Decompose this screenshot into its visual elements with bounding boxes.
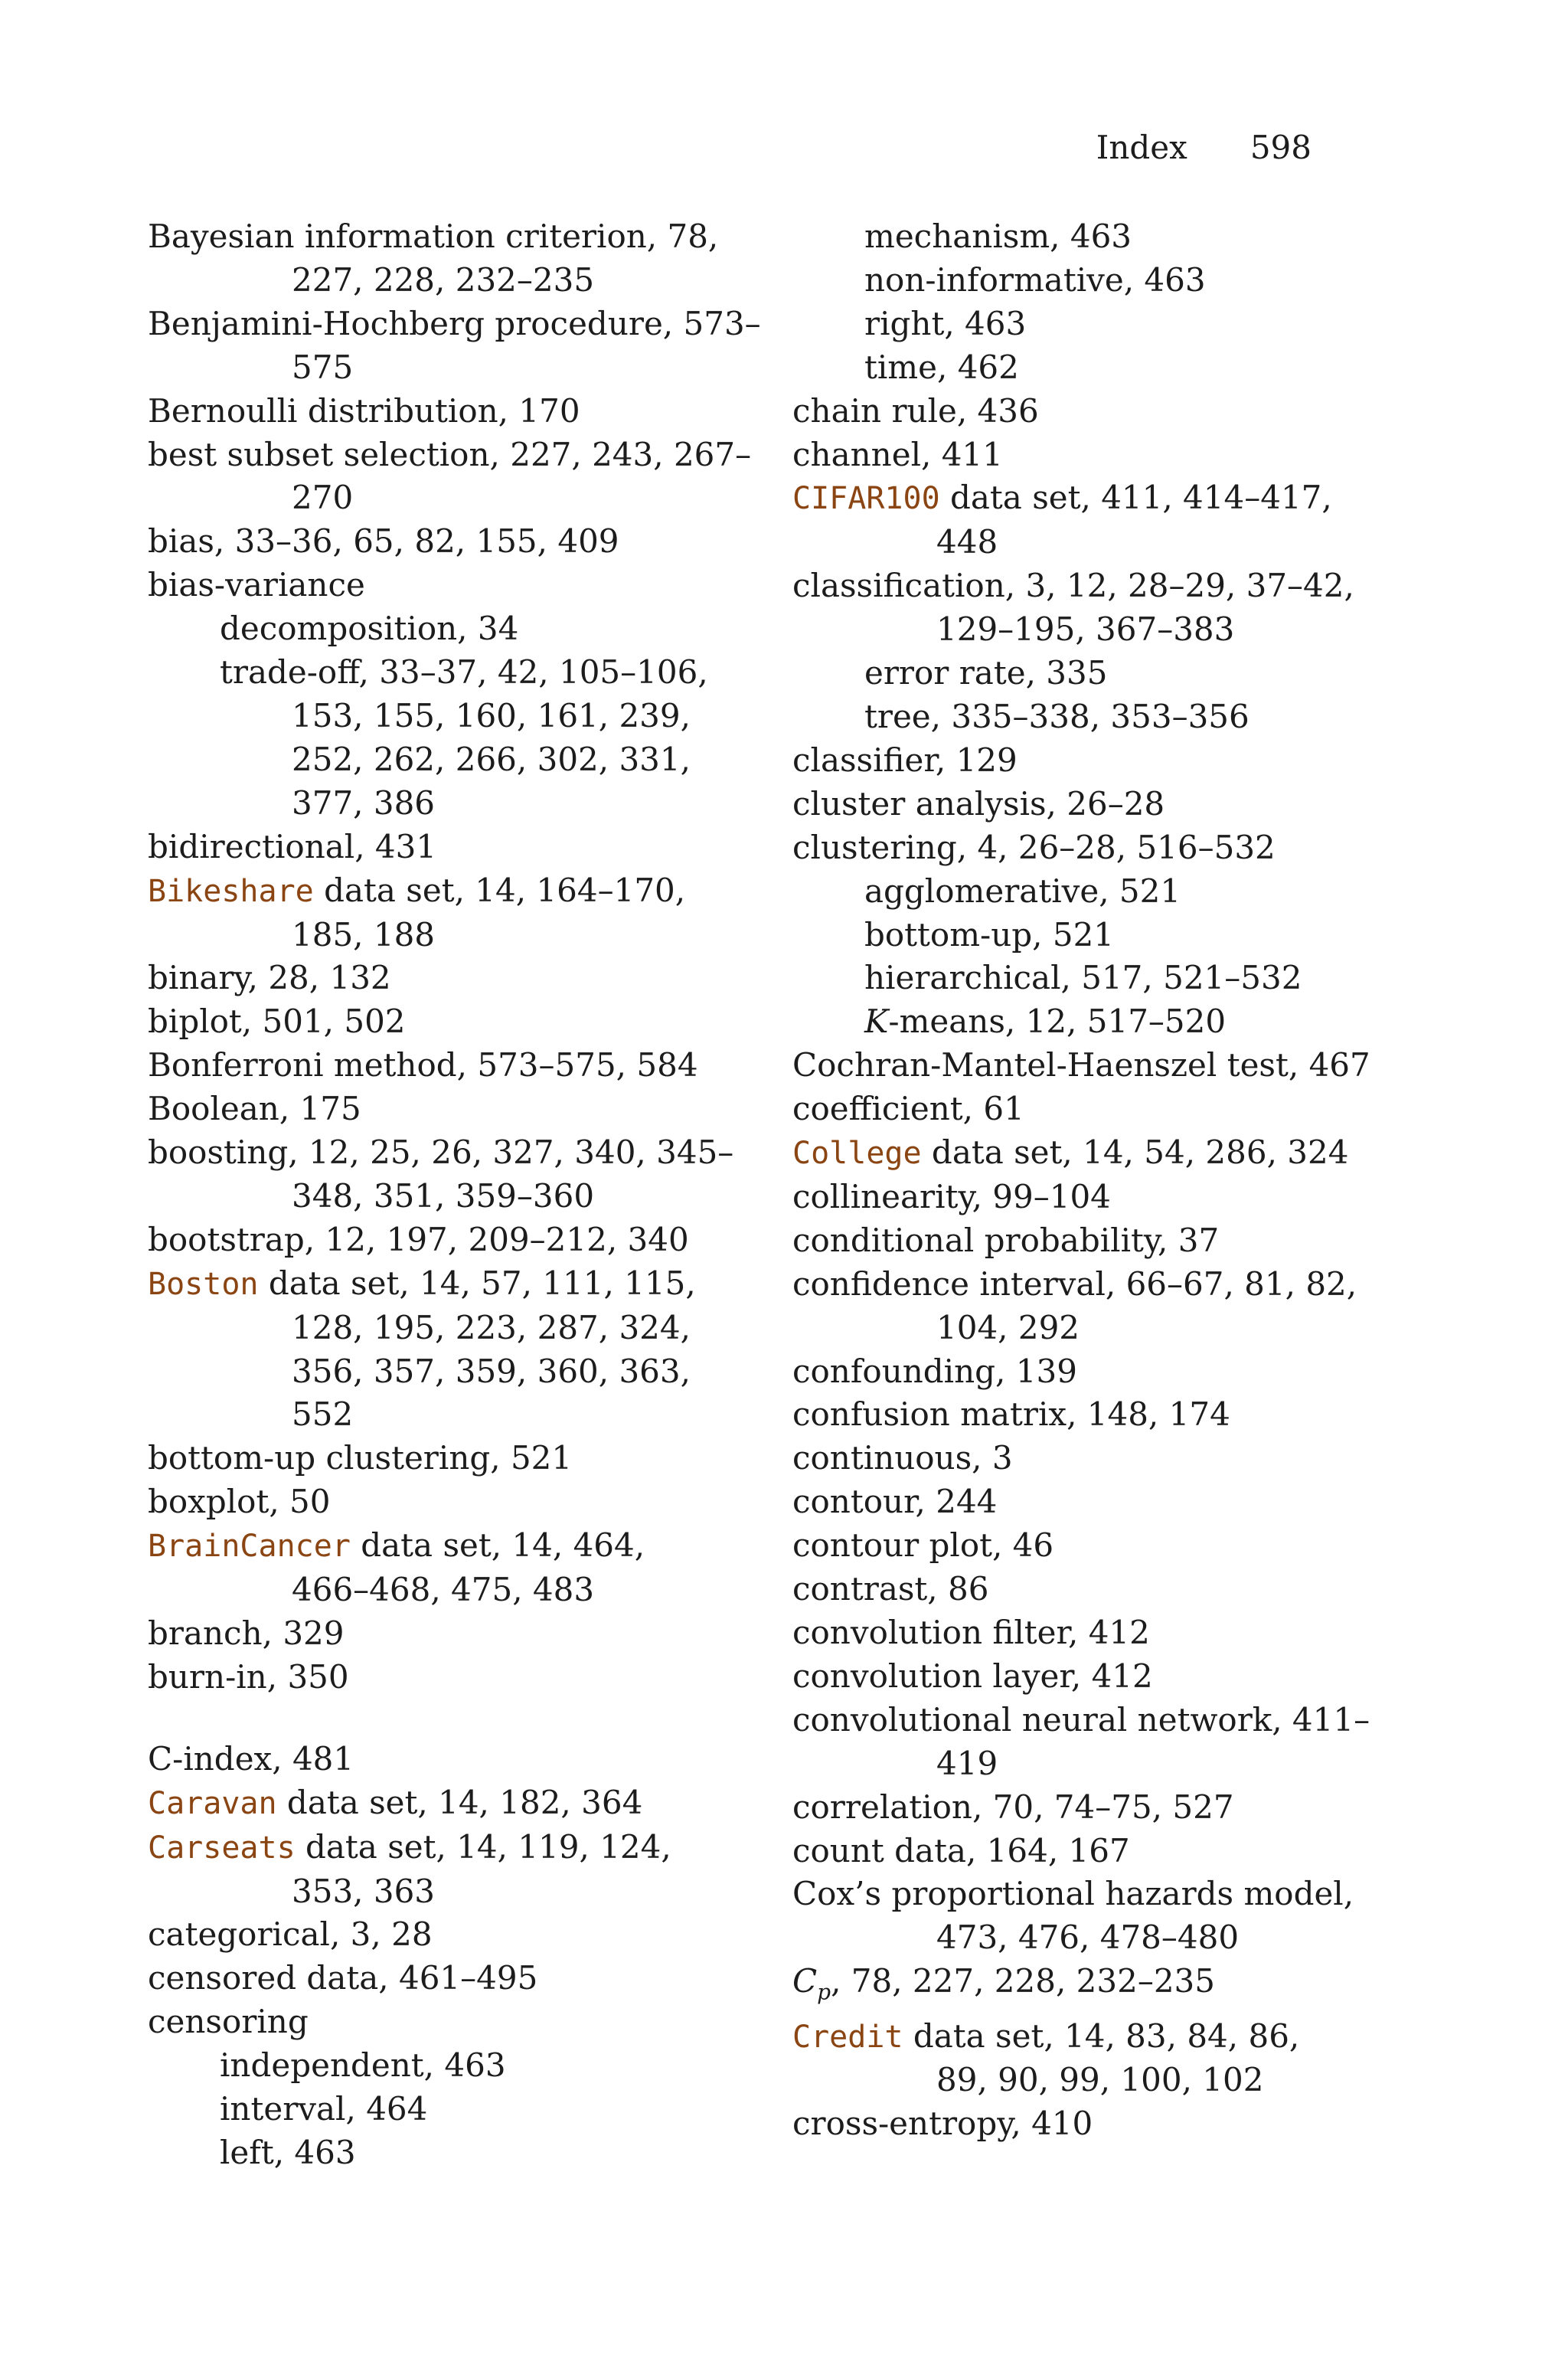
index-column-right — [792, 215, 1370, 2146]
index-entry-text: Boolean, 175 — [148, 1090, 361, 1128]
index-entry — [792, 1699, 1370, 1786]
index-entry-text: agglomerative, 521 — [864, 872, 1181, 910]
index-entry-line — [792, 1131, 1349, 1176]
index-entry-text: branch, 329 — [148, 1614, 345, 1652]
index-entry-text: 252, 262, 266, 302, 331, — [292, 740, 691, 778]
index-entry-text: convolutional neural network, 411– — [792, 1700, 1370, 1739]
index-subentry — [792, 1000, 1344, 1044]
index-entry-text: 466–468, 475, 483 — [292, 1571, 595, 1609]
index-entry — [148, 1218, 699, 1262]
index-entry-text: continuous, 3 — [792, 1439, 1013, 1477]
index-entry-text: binary, 28, 132 — [148, 959, 391, 997]
dataset-name: College — [792, 1136, 922, 1172]
index-entry — [148, 1612, 699, 1656]
index-entry-text: decomposition, 34 — [220, 610, 519, 648]
index-subentry — [148, 607, 699, 651]
dataset-name: CIFAR100 — [792, 481, 940, 517]
running-head — [1096, 129, 1312, 167]
index-entry-line — [792, 1350, 1344, 1394]
index-entry-text: 353, 363 — [292, 1872, 436, 1910]
index-entry-line — [148, 2000, 699, 2044]
index-entry — [148, 303, 761, 390]
index-entry-continuation — [148, 1175, 699, 1218]
index-entry-text: boosting, 12, 25, 26, 327, 340, 345– — [148, 1133, 734, 1172]
index-entry-text: contour, 244 — [792, 1483, 998, 1521]
index-entry — [148, 1913, 699, 1957]
index-entry-text: 227, 228, 232–235 — [292, 260, 595, 299]
index-entry-text: interval, 464 — [220, 2090, 428, 2128]
index-entry-line — [148, 303, 761, 346]
index-entry-line — [220, 2044, 699, 2088]
index-entry — [148, 1262, 699, 1438]
index-entry — [792, 739, 1344, 783]
index-entry — [148, 1480, 699, 1524]
index-entry-line — [864, 695, 1344, 739]
index-entry-text: channel, 411 — [792, 435, 1003, 473]
index-entry-line — [864, 215, 1344, 259]
index-entry-line — [148, 215, 719, 259]
index-entry — [792, 1611, 1344, 1655]
index-entry-continuation — [792, 608, 1344, 652]
index-entry-text: collinearity, 99–104 — [792, 1177, 1111, 1215]
index-entry-text: 575 — [292, 348, 354, 386]
index-entry-line — [148, 1826, 699, 1870]
index-entry-text: 185, 188 — [292, 915, 436, 953]
index-entry-text: data set, 14, 83, 84, 86, — [903, 2017, 1300, 2055]
index-entry — [792, 1131, 1349, 1176]
index-subentry — [792, 215, 1344, 259]
index-entry-line — [792, 739, 1344, 783]
index-entry-text: 448 — [936, 523, 998, 561]
index-entry-line — [148, 1437, 699, 1480]
index-entry-line — [792, 1699, 1370, 1742]
index-entry-text: censoring — [148, 2003, 309, 2041]
index-entry — [792, 1873, 1354, 1960]
index-entry-continuation — [148, 1350, 699, 1394]
index-subentry — [148, 2044, 699, 2088]
index-entry-text: 104, 292 — [936, 1308, 1080, 1346]
index-entry — [792, 826, 1344, 870]
index-entry-continuation — [148, 259, 699, 303]
index-entry-text: mechanism, 463 — [864, 218, 1132, 255]
index-entry-line — [148, 520, 699, 564]
dataset-name: Caravan — [148, 1785, 277, 1821]
index-entry-line — [792, 826, 1344, 870]
index-entry-line — [792, 1655, 1344, 1699]
letter-group-gap — [148, 1699, 699, 1738]
dataset-name: Carseats — [148, 1830, 296, 1866]
index-entry-line — [148, 1781, 699, 1826]
index-entry — [792, 433, 1344, 477]
index-entry-text: 128, 195, 223, 287, 324, — [292, 1308, 691, 1346]
index-entry-text: contour plot, 46 — [792, 1526, 1054, 1565]
index-entry — [792, 564, 1354, 652]
index-entry-line — [792, 476, 1344, 521]
index-entry — [792, 1219, 1344, 1263]
index-entry — [148, 1826, 699, 1914]
math-symbol: K — [864, 1003, 889, 1041]
index-entry-text: convolution layer, 412 — [792, 1657, 1153, 1695]
index-entry — [792, 1524, 1344, 1568]
index-entry-text: contrast, 86 — [792, 1570, 989, 1608]
index-entry-continuation — [220, 782, 699, 826]
index-entry — [148, 215, 719, 303]
index-entry-line — [220, 2088, 699, 2131]
index-entry-text: 348, 351, 359–360 — [292, 1176, 595, 1215]
index-entry — [148, 2000, 699, 2044]
index-subentry — [792, 870, 1344, 914]
index-entry-line — [792, 2102, 1344, 2146]
index-entry-text: cluster analysis, 26–28 — [792, 784, 1165, 823]
index-entry — [792, 1830, 1344, 1873]
index-entry-line — [792, 1568, 1344, 1611]
index-entry-text: -means, 12, 517–520 — [888, 1003, 1227, 1041]
index-entry-line — [220, 651, 708, 695]
index-entry-line — [148, 390, 699, 433]
index-entry — [792, 1088, 1344, 1131]
index-entry-line — [792, 1263, 1357, 1307]
index-entry-text: , 78, 227, 228, 232–235 — [831, 1962, 1215, 2000]
index-entry-text: chain rule, 436 — [792, 391, 1039, 430]
index-entry — [148, 1957, 699, 2000]
index-entry-text: convolution filter, 412 — [792, 1614, 1150, 1651]
index-entry-text: best subset selection, 227, 243, 267– — [148, 435, 752, 473]
index-entry — [148, 826, 699, 869]
index-entry-text: bottom-up, 521 — [864, 915, 1115, 953]
index-entry — [148, 390, 699, 433]
index-entry-line — [792, 1873, 1354, 1916]
index-entry-text: correlation, 70, 74–75, 527 — [792, 1788, 1234, 1826]
index-entry — [148, 1000, 699, 1044]
dataset-name: BrainCancer — [148, 1529, 351, 1565]
index-entry — [148, 1044, 699, 1088]
index-entry-text: hierarchical, 517, 521–532 — [864, 959, 1302, 997]
index-entry-line — [148, 1656, 699, 1699]
index-entry-text: trade-off, 33–37, 42, 105–106, — [220, 653, 708, 692]
index-entry-text: count data, 164, 167 — [792, 1831, 1130, 1869]
index-entry-text: Benjamini-Hochberg procedure, 573– — [148, 304, 761, 342]
index-entry-line — [864, 957, 1344, 1000]
index-entry-text: burn-in, 350 — [148, 1657, 349, 1696]
index-subentry — [792, 303, 1344, 346]
index-entry-continuation — [220, 738, 699, 782]
index-entry — [792, 1480, 1344, 1524]
index-entry-line — [792, 1611, 1344, 1655]
index-entry — [148, 869, 699, 957]
page-number: 598 — [1250, 129, 1312, 166]
index-entry-text: 270 — [292, 479, 354, 517]
index-entry-text: Cox’s proportional hazards model, — [792, 1875, 1354, 1913]
index-entry-line — [148, 564, 699, 607]
index-subentry — [792, 914, 1344, 957]
index-entry-line — [148, 1000, 699, 1044]
index-entry-line — [148, 869, 699, 914]
index-subentry — [792, 259, 1344, 303]
index-entry-line — [148, 1738, 699, 1781]
index-entry-text: bootstrap, 12, 197, 209–212, 340 — [148, 1220, 689, 1258]
index-entry-line — [148, 1044, 699, 1088]
index-entry-continuation — [792, 1916, 1344, 1960]
index-entry — [792, 1044, 1370, 1088]
index-entry-line — [792, 1437, 1344, 1480]
index-entry-text: categorical, 3, 28 — [148, 1915, 433, 1954]
index-entry-line — [148, 1480, 699, 1524]
index-entry-line — [792, 783, 1344, 826]
index-entry-text: data set, 14, 464, — [350, 1526, 645, 1565]
index-entry-text: data set, 14, 119, 124, — [295, 1827, 671, 1866]
index-entry-line — [148, 957, 699, 1000]
index-entry — [148, 957, 699, 1000]
index-entry-text: 419 — [936, 1744, 998, 1782]
index-entry — [148, 1524, 699, 1612]
index-entry — [792, 1350, 1344, 1394]
index-entry-continuation — [148, 1870, 699, 1914]
index-entry-line — [792, 2015, 1344, 2059]
index-entry-text: 377, 386 — [292, 783, 436, 822]
index-entry-text: bias-variance — [148, 566, 365, 604]
index-entry-line — [792, 1176, 1344, 1219]
index-entry-line — [148, 1218, 699, 1262]
index-entry-text: Bonferroni method, 573–575, 584 — [148, 1046, 698, 1084]
index-entry-text: censored data, 461–495 — [148, 1959, 538, 1997]
index-entry-text: non-informative, 463 — [864, 260, 1206, 299]
index-entry — [792, 1655, 1344, 1699]
dataset-name: Bikeshare — [148, 873, 314, 909]
index-entry-text: left, 463 — [220, 2133, 356, 2171]
index-subentry — [792, 957, 1344, 1000]
index-entry — [792, 2015, 1344, 2103]
index-entry-text: data set, 411, 414–417, — [939, 479, 1332, 517]
index-entry-text: confidence interval, 66–67, 81, 82, — [792, 1264, 1357, 1303]
index-entry-text: data set, 14, 182, 364 — [276, 1783, 643, 1821]
index-column-left — [148, 215, 761, 2175]
index-entry-text: classification, 3, 12, 28–29, 37–42, — [792, 567, 1354, 605]
index-entry-line — [148, 1524, 699, 1568]
index-entry-text: bottom-up clustering, 521 — [148, 1439, 573, 1477]
index-entry-text: cross-entropy, 410 — [792, 2105, 1093, 2143]
index-entry-text: Bayesian information criterion, 78, — [148, 218, 719, 255]
index-subentry — [792, 695, 1344, 739]
index-entry-text: clustering, 4, 26–28, 516–532 — [792, 828, 1276, 866]
index-entry-text: data set, 14, 164–170, — [313, 871, 686, 909]
dataset-name: Credit — [792, 2019, 903, 2055]
index-subentry — [148, 2131, 699, 2175]
running-head-title: Index — [1096, 129, 1187, 166]
index-entry-continuation — [220, 695, 699, 738]
index-entry-line — [792, 1044, 1370, 1088]
index-entry — [148, 433, 752, 521]
index-entry — [792, 1176, 1344, 1219]
index-subentry — [148, 651, 708, 826]
index-entry-text: classifier, 129 — [792, 741, 1018, 779]
index-entry — [148, 564, 699, 607]
index-entry-text: conditional probability, 37 — [792, 1221, 1220, 1259]
index-entry-text: bidirectional, 431 — [148, 827, 437, 865]
math-symbol: $C_p$ — [792, 1962, 831, 2005]
index-entry-line — [148, 1913, 699, 1957]
index-entry — [148, 520, 699, 564]
index-entry-continuation — [792, 2059, 1344, 2102]
index-subentry — [792, 652, 1344, 695]
index-entry-line — [864, 652, 1344, 695]
index-entry-text: 356, 357, 359, 360, 363, — [292, 1352, 691, 1390]
index-entry-line — [864, 346, 1344, 390]
index-entry-text: data set, 14, 54, 286, 324 — [921, 1133, 1349, 1172]
index-entry-text: bias, 33–36, 65, 82, 155, 409 — [148, 522, 619, 561]
index-entry-continuation — [792, 1742, 1344, 1786]
index-entry-line — [864, 870, 1344, 914]
index-entry — [148, 1656, 699, 1699]
index-entry — [792, 1568, 1344, 1611]
dataset-name: Boston — [148, 1266, 259, 1302]
index-entry — [792, 1960, 1344, 2014]
index-entry-continuation — [148, 346, 699, 390]
index-entry — [792, 1437, 1344, 1480]
index-entry-line — [792, 1786, 1344, 1830]
index-entry-line — [792, 1219, 1344, 1263]
index-entry-line — [148, 826, 699, 869]
index-entry-continuation — [792, 1307, 1344, 1350]
index-entry-line — [148, 1612, 699, 1656]
index-entry-text: C-index, 481 — [148, 1739, 354, 1778]
index-entry-continuation — [792, 521, 1344, 564]
index-entry-line — [220, 607, 699, 651]
index-entry — [792, 1263, 1357, 1350]
index-entry — [148, 1738, 699, 1781]
index-entry — [792, 476, 1344, 564]
index-entry-text: 129–195, 367–383 — [936, 610, 1235, 649]
index-entry-continuation — [148, 1568, 699, 1612]
index-entry-line — [792, 1524, 1344, 1568]
index-entry — [148, 1131, 734, 1218]
index-entry-line — [792, 433, 1344, 477]
index-entry-continuation — [148, 914, 699, 957]
index-entry-continuation — [148, 476, 699, 520]
index-entry-line — [792, 1830, 1344, 1873]
index-entry-text: coefficient, 61 — [792, 1090, 1024, 1128]
index-entry — [792, 783, 1344, 826]
index-entry-text: confounding, 139 — [792, 1352, 1077, 1390]
index-entry — [792, 1393, 1344, 1437]
index-entry-text: 473, 476, 478–480 — [936, 1918, 1240, 1957]
index-entry-text: biplot, 501, 502 — [148, 1003, 406, 1041]
index-entry-line — [148, 1957, 699, 2000]
index-entry — [148, 1781, 699, 1826]
index-entry-line — [792, 390, 1344, 433]
index-entry-text: boxplot, 50 — [148, 1483, 331, 1521]
index-entry-line — [864, 914, 1344, 957]
index-entry-line — [792, 1480, 1344, 1524]
index-entry-line — [792, 1960, 1344, 2014]
index-entry-text: 153, 155, 160, 161, 239, — [292, 696, 691, 734]
index-entry-line — [864, 303, 1344, 346]
index-entry-line — [864, 1000, 1344, 1044]
index-entry — [792, 390, 1344, 433]
index-entry-text: 89, 90, 99, 100, 102 — [936, 2061, 1264, 2099]
index-entry — [148, 1437, 699, 1480]
index-entry-text: right, 463 — [864, 304, 1027, 342]
index-entry-text: 552 — [292, 1395, 354, 1434]
index-entry-line — [792, 1393, 1344, 1437]
index-entry-line — [148, 1262, 699, 1307]
index-entry-text: tree, 335–338, 353–356 — [864, 697, 1250, 735]
index-entry-text: confusion matrix, 148, 174 — [792, 1395, 1230, 1434]
index-entry-line — [148, 1131, 734, 1175]
index-entry-line — [864, 259, 1344, 303]
index-entry-line — [148, 433, 752, 477]
index-entry-line — [792, 564, 1354, 608]
index-entry — [792, 1786, 1344, 1830]
index-entry-text: time, 462 — [864, 348, 1019, 386]
index-entry-text: Cochran-Mantel-Haenszel test, 467 — [792, 1046, 1370, 1084]
index-entry-continuation — [148, 1307, 699, 1350]
index-entry-continuation — [148, 1393, 699, 1437]
index-entry — [148, 1088, 699, 1131]
index-entry-text: independent, 463 — [220, 2046, 506, 2085]
index-entry-line — [148, 1088, 699, 1131]
index-entry-text: Bernoulli distribution, 170 — [148, 391, 580, 430]
index-entry — [792, 2102, 1344, 2146]
index-subentry — [792, 346, 1344, 390]
index-entry-text: data set, 14, 57, 111, 115, — [258, 1264, 696, 1302]
index-entry-text: error rate, 335 — [864, 654, 1108, 692]
index-entry-line — [220, 2131, 699, 2175]
index-entry-line — [792, 1088, 1344, 1131]
index-subentry — [148, 2088, 699, 2131]
